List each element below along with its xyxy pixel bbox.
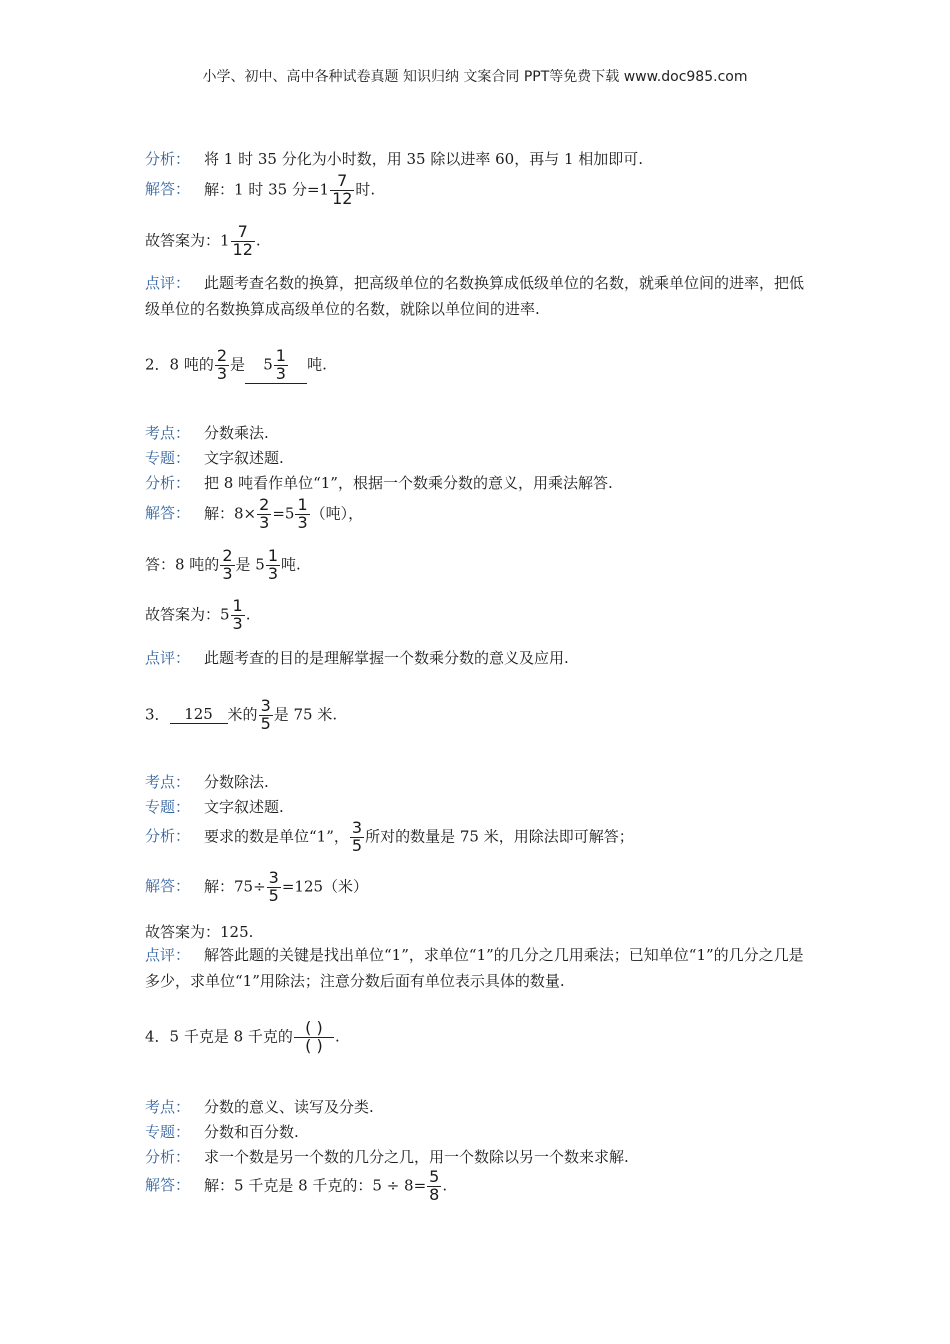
numerator: 3 — [351, 818, 363, 837]
q3-answer: 故答案为：125. — [145, 923, 254, 941]
fraction — [215, 348, 229, 383]
q4-solution-text: 解：5 千克是 8 千克的：5 ÷ 8= — [204, 1176, 427, 1195]
denominator: 3 — [275, 363, 286, 383]
q2-stem-text: 2．8 吨的 — [145, 355, 214, 374]
numerator: 2 — [222, 546, 233, 565]
page-header: 小学、初中、高中各种试卷真题 知识归纳 文案合同 PPT等免费下载 www.doc985.com — [202, 69, 748, 85]
q3-solution-text: 解：75÷ — [204, 877, 266, 896]
q4-knowledge-text: 分数的意义、读写及分类. — [204, 1098, 374, 1116]
q4-analysis — [145, 1146, 629, 1167]
q4-solution — [145, 1169, 447, 1204]
numerator: 7 — [231, 224, 255, 242]
solution-label: 解答： — [145, 877, 191, 896]
q2-reply-suffix: 吨. — [281, 555, 301, 574]
q4-analysis-text: 求一个数是另一个数的几分之几，用一个数除以另一个数来求解. — [204, 1148, 629, 1166]
fraction — [427, 1169, 441, 1204]
q1-solution-suffix: 时. — [355, 180, 376, 199]
q2-solution-text: 解：8× — [204, 504, 257, 523]
q3-solution-suffix: =125（米） — [281, 877, 369, 896]
q3-analysis-suffix: 所对的数量是 75 米，用除法即可解答； — [365, 827, 634, 846]
denominator: 3 — [216, 363, 228, 383]
denominator: 12 — [332, 188, 353, 208]
comment-label: 点评： — [145, 274, 191, 292]
numerator: ( ) — [294, 1020, 334, 1038]
q4-stem-suffix: . — [334, 1027, 340, 1046]
q2-stem-mid: 是 — [230, 355, 246, 374]
q1-solution-text: 解：1 时 35 分=1 — [204, 180, 330, 199]
q1-comment — [145, 270, 810, 322]
solution-label: 解答： — [145, 180, 191, 199]
blank-whole: 5 — [263, 355, 273, 374]
numerator: 1 — [275, 346, 286, 365]
q4-topic — [145, 1121, 299, 1142]
fraction — [330, 173, 354, 208]
knowledge-label: 考点： — [145, 1098, 191, 1116]
q1-answer-suffix: . — [255, 231, 261, 250]
q3-stem — [145, 698, 337, 733]
q3-analysis-text: 要求的数是单位“1”， — [204, 827, 349, 846]
q4-knowledge — [145, 1096, 374, 1117]
q2-solution-suffix: （吨）， — [310, 504, 364, 523]
q1-analysis-text: 将 1 时 35 分化为小时数，用 35 除以进率 60，再与 1 相加即可. — [204, 150, 644, 168]
q4-stem — [145, 1020, 340, 1055]
fraction — [266, 548, 280, 583]
denominator: 3 — [297, 512, 308, 532]
q3-comment — [145, 942, 810, 994]
q1-analysis — [145, 148, 643, 169]
fraction — [295, 497, 309, 532]
denominator: 3 — [222, 563, 233, 583]
q2-reply-text: 答：8 吨的 — [145, 555, 220, 574]
fraction — [350, 820, 364, 855]
numerator: 1 — [297, 495, 308, 514]
topic-label: 专题： — [145, 798, 191, 816]
analysis-label: 分析： — [145, 474, 191, 492]
denominator: 12 — [232, 239, 253, 259]
q2-comment-text: 此题考查的目的是理解掌握一个数乘分数的意义及应用. — [204, 649, 569, 667]
numerator: 3 — [260, 696, 271, 715]
analysis-label: 分析： — [145, 827, 191, 846]
q2-answer — [145, 598, 251, 633]
q2-comment — [145, 647, 569, 668]
q3-analysis — [145, 820, 634, 855]
denominator: 3 — [267, 563, 278, 583]
q2-analysis-text: 把 8 吨看作单位“1”，根据一个数乘分数的意义，用乘法解答. — [204, 474, 613, 492]
fraction — [231, 224, 255, 259]
fraction — [259, 698, 273, 733]
denominator: 3 — [232, 613, 243, 633]
q4-stem-text: 4．5 千克是 8 千克的 — [145, 1027, 293, 1046]
q2-answer-text: 故答案为：5 — [145, 605, 230, 624]
q1-comment-text: 此题考查名数的换算，把高级单位的名数换算成低级单位的名数，就乘单位间的进率，把低级单位的名数换算成高级单位的名数，就除以单位间的进率. — [145, 274, 805, 318]
analysis-label: 分析： — [145, 150, 191, 168]
numerator: 2 — [216, 346, 228, 365]
answer-blank — [245, 348, 307, 384]
fraction — [294, 1020, 334, 1055]
q2-solution-mid: =5 — [272, 504, 295, 523]
solution-label: 解答： — [145, 504, 191, 523]
q2-knowledge-text: 分数乘法. — [204, 424, 269, 442]
q3-knowledge-text: 分数除法. — [204, 773, 269, 791]
q4-topic-text: 分数和百分数. — [204, 1123, 299, 1141]
q2-analysis — [145, 472, 613, 493]
q2-stem-suffix: 吨. — [307, 355, 327, 374]
denominator: 5 — [268, 885, 279, 905]
q1-answer-text: 故答案为：1 — [145, 231, 230, 250]
numerator: 1 — [267, 546, 278, 565]
q1-answer — [145, 224, 261, 259]
q2-topic-text: 文字叙述题. — [204, 449, 284, 467]
q2-reply-mid: 是 5 — [235, 555, 265, 574]
q2-solution — [145, 497, 363, 532]
numerator: 1 — [232, 596, 243, 615]
q4-solution-suffix: . — [442, 1176, 448, 1195]
q3-stem-suffix: 是 75 米. — [273, 705, 338, 724]
numerator: 2 — [259, 495, 270, 514]
q3-solution — [145, 870, 368, 905]
topic-label: 专题： — [145, 449, 191, 467]
q2-answer-suffix: . — [245, 605, 251, 624]
denominator: 5 — [351, 835, 363, 855]
denominator: 3 — [259, 512, 270, 532]
comment-label: 点评： — [145, 946, 191, 964]
numerator: 3 — [268, 868, 279, 887]
numerator: 5 — [429, 1167, 440, 1186]
q2-knowledge — [145, 422, 269, 443]
numerator: 7 — [330, 173, 354, 191]
answer-blank: 125 — [170, 705, 228, 724]
topic-label: 专题： — [145, 1123, 191, 1141]
q1-solution — [145, 173, 375, 208]
q3-stem-text: 3． — [145, 705, 170, 724]
q3-knowledge — [145, 771, 269, 792]
denominator: 8 — [429, 1184, 440, 1204]
q2-stem — [145, 348, 327, 384]
q2-reply — [145, 548, 301, 583]
comment-label: 点评： — [145, 649, 191, 667]
solution-label: 解答： — [145, 1176, 191, 1195]
fraction — [257, 497, 271, 532]
analysis-label: 分析： — [145, 1148, 191, 1166]
knowledge-label: 考点： — [145, 773, 191, 791]
q2-topic — [145, 447, 284, 468]
fraction — [220, 548, 234, 583]
q3-stem-mid: 米的 — [227, 705, 258, 724]
fraction — [274, 348, 288, 383]
denominator: ( ) — [305, 1035, 323, 1055]
fraction — [231, 598, 245, 633]
fraction — [267, 870, 281, 905]
q3-topic-text: 文字叙述题. — [204, 798, 284, 816]
denominator: 5 — [260, 713, 271, 733]
knowledge-label: 考点： — [145, 424, 191, 442]
q3-topic — [145, 796, 284, 817]
q3-comment-text: 解答此题的关键是找出单位“1”，求单位“1”的几分之几用乘法；已知单位“1”的几分之几是多少，求单位“1”用除法；注意分数后面有单位表示具体的数量. — [145, 946, 804, 990]
